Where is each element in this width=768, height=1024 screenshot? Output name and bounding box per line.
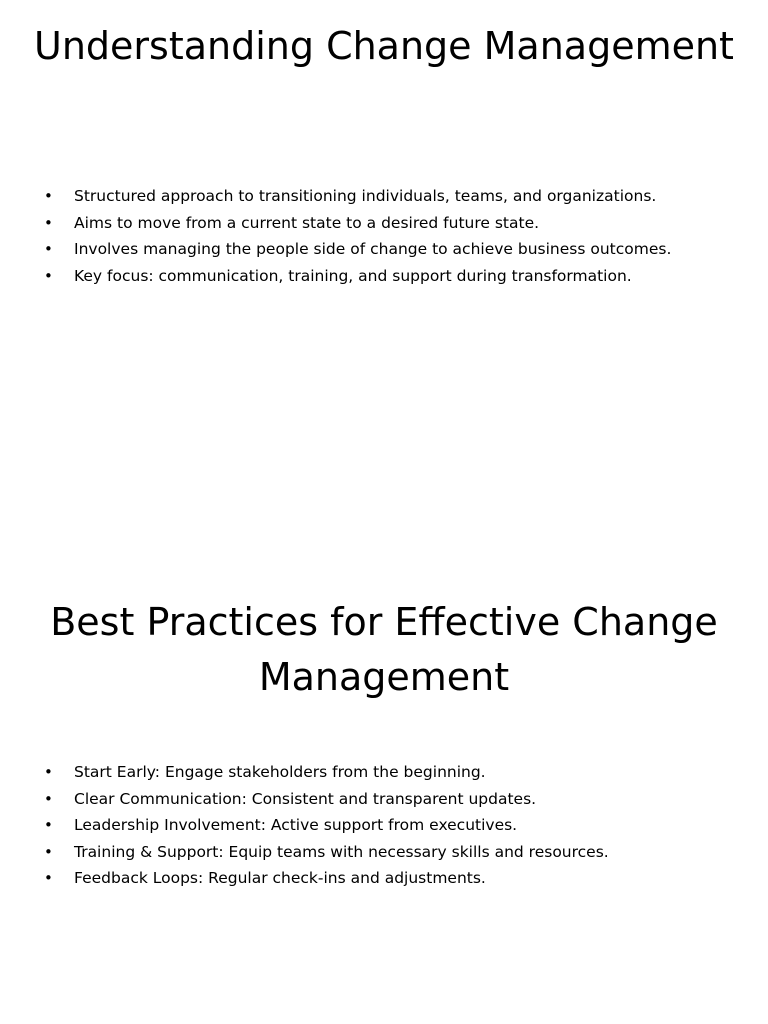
bullet-icon: • <box>44 789 53 808</box>
bullet-text: Start Early: Engage stakeholders from the beginning. <box>74 763 486 781</box>
bullet-icon: • <box>44 869 53 888</box>
bullet-text: Clear Communication: Consistent and transparent updates. <box>74 789 537 808</box>
bullet-text: Leadership Involvement: Active support from executives. <box>74 816 518 835</box>
slide-title: Understanding Change Management <box>34 24 734 68</box>
bullet-icon: • <box>44 266 53 285</box>
bullet-text: Training & Support: Equip teams with necessary skills and resources. <box>74 842 609 861</box>
bullet-icon: • <box>44 187 53 205</box>
list-item <box>44 839 744 866</box>
list-item <box>44 236 744 263</box>
list-item <box>44 812 744 839</box>
bullet-text: Involves managing the people side of change to achieve business outcomes. <box>74 240 672 259</box>
slide-best-practices <box>0 576 768 1024</box>
bullet-icon: • <box>44 213 53 232</box>
bullet-text: Feedback Loops: Regular check-ins and adjustments. <box>74 869 486 888</box>
list-item <box>44 183 744 210</box>
bullet-icon: • <box>44 842 53 861</box>
bullet-list <box>44 759 744 892</box>
list-item <box>44 786 744 813</box>
bullet-icon: • <box>44 816 53 835</box>
list-item <box>44 759 744 786</box>
list-item <box>44 263 744 290</box>
bullet-icon: • <box>44 240 53 259</box>
slide-title: Best Practices for Effective Change Management <box>50 600 718 699</box>
list-item <box>44 865 744 892</box>
bullet-text: Key focus: communication, training, and support during transformation. <box>74 266 632 285</box>
bullet-icon: • <box>44 763 53 781</box>
bullet-text: Structured approach to transitioning individuals, teams, and organizations. <box>74 187 657 205</box>
bullet-list <box>44 183 744 289</box>
list-item <box>44 210 744 237</box>
bullet-text: Aims to move from a current state to a desired future state. <box>74 213 540 232</box>
